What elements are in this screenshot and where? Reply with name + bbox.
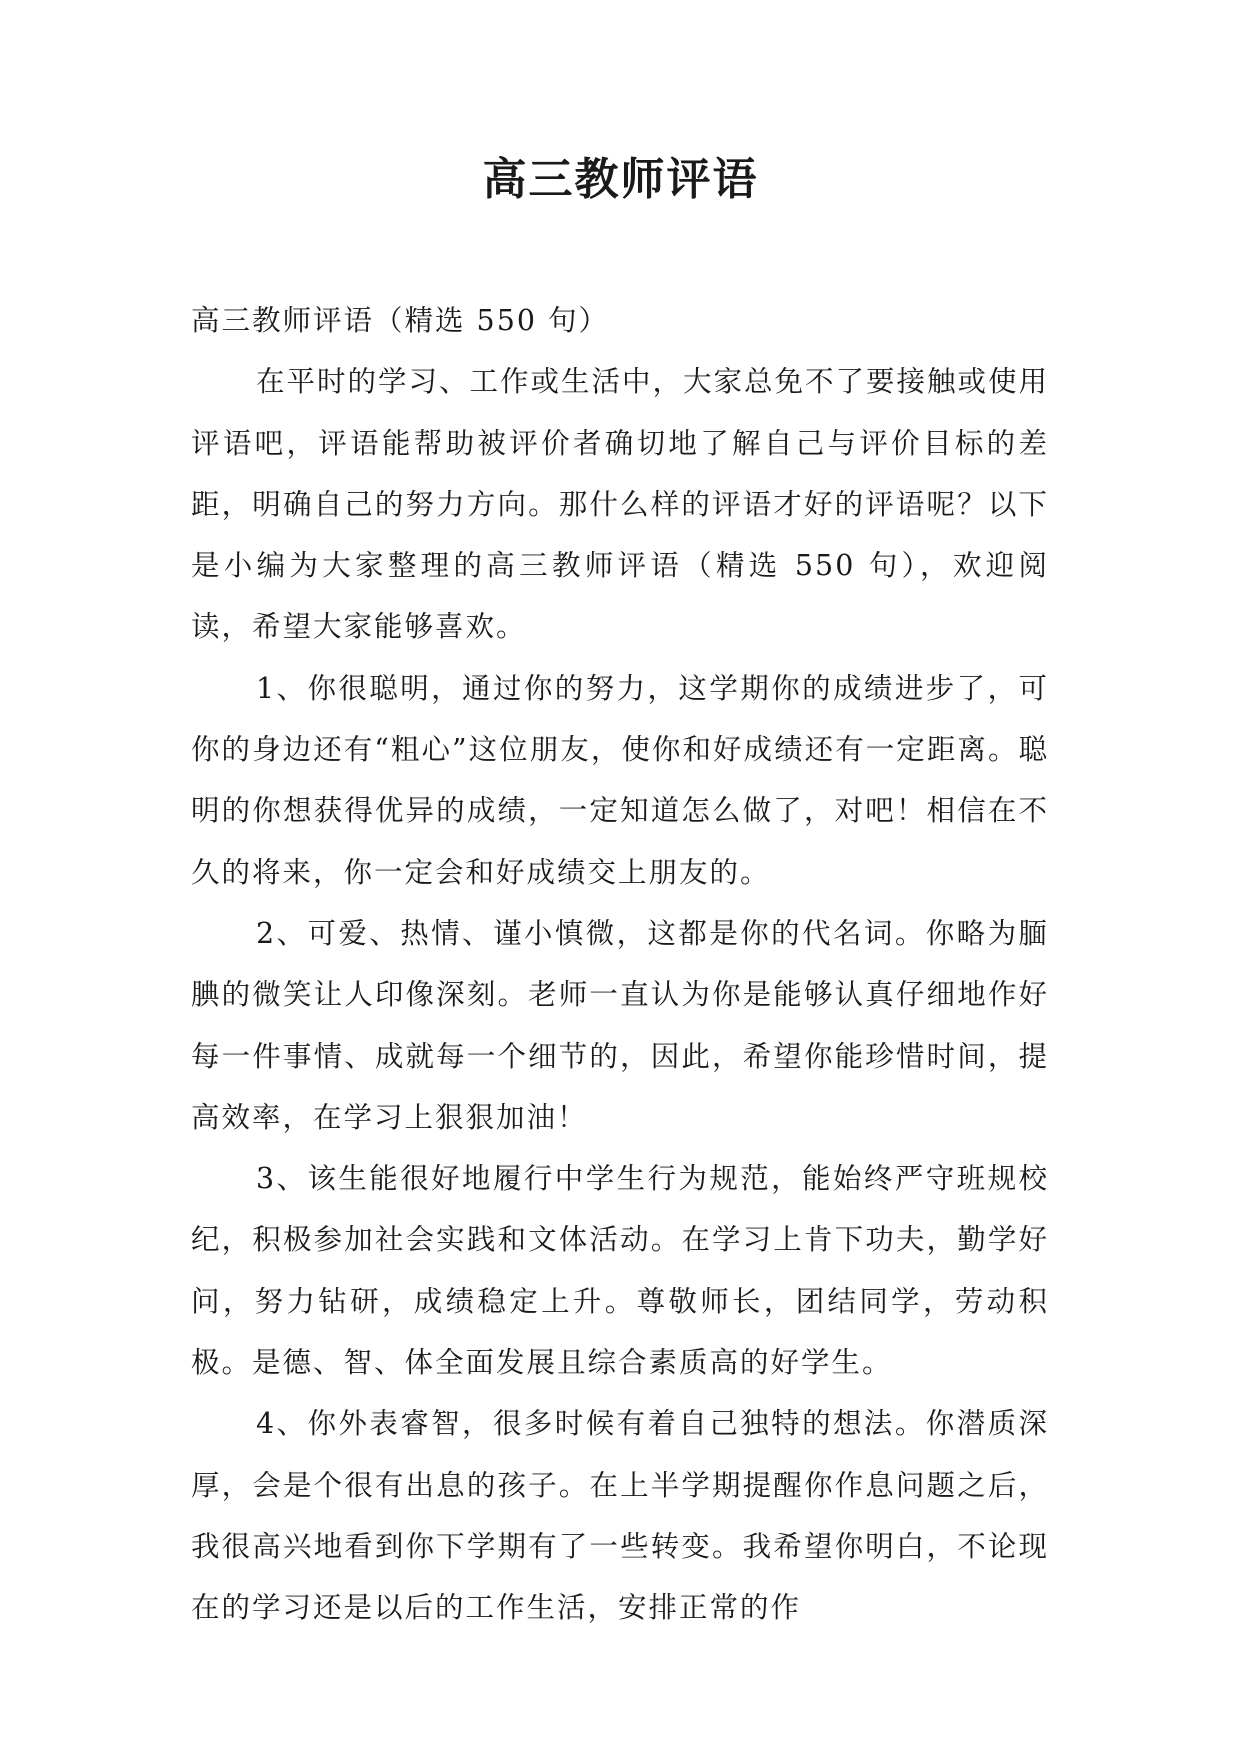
comment-paragraph-4: 4、你外表睿智，很多时候有着自己独特的想法。你潜质深厚，会是个很有出息的孩子。在上半学期提醒你作息问题之后，我很高兴地看到你下学期有了一些转变。我希望你明白，不论现在的学习还是以后的工作生活，安排正常的作 (191, 1407, 1049, 1625)
comment-paragraph-2: 2、可爱、热情、谨小慎微，这都是你的代名词。你略为腼腆的微笑让人印像深刻。老师一直认为你是能够认真仔细地作好每一件事情、成就每一个细节的，因此，希望你能珍惜时间，提高效率，在学习上狠狠加油！ (191, 916, 1049, 1134)
comment-paragraph-1: 1、你很聪明，通过你的努力，这学期你的成绩进步了，可你的身边还有“粗心”这位朋友，使你和好成绩还有一定距离。聪明的你想获得优异的成绩，一定知道怎么做了，对吧！相信在不久的将来，你一定会和好成绩交上朋友的。 (191, 671, 1049, 889)
document-body (191, 290, 1049, 1639)
comment-paragraph-3: 3、该生能很好地履行中学生行为规范，能始终严守班规校纪，积极参加社会实践和文体活动。在学习上肯下功夫，勤学好问，努力钻研，成绩稳定上升。尊敬师长，团结同学，劳动积极。是德、智、体全面发展且综合素质高的好学生。 (191, 1162, 1049, 1380)
document-title: 高三教师评语 (482, 154, 759, 205)
intro-paragraph: 在平时的学习、工作或生活中，大家总免不了要接触或使用评语吧，评语能帮助被评价者确切地了解自己与评价目标的差距，明确自己的努力方向。那什么样的评语才好的评语呢？以下是小编为大家整理的高三教师评语（精选 550 句），欢迎阅读，希望大家能够喜欢。 (191, 365, 1050, 644)
document-subtitle: 高三教师评语（精选 550 句） (191, 304, 610, 337)
